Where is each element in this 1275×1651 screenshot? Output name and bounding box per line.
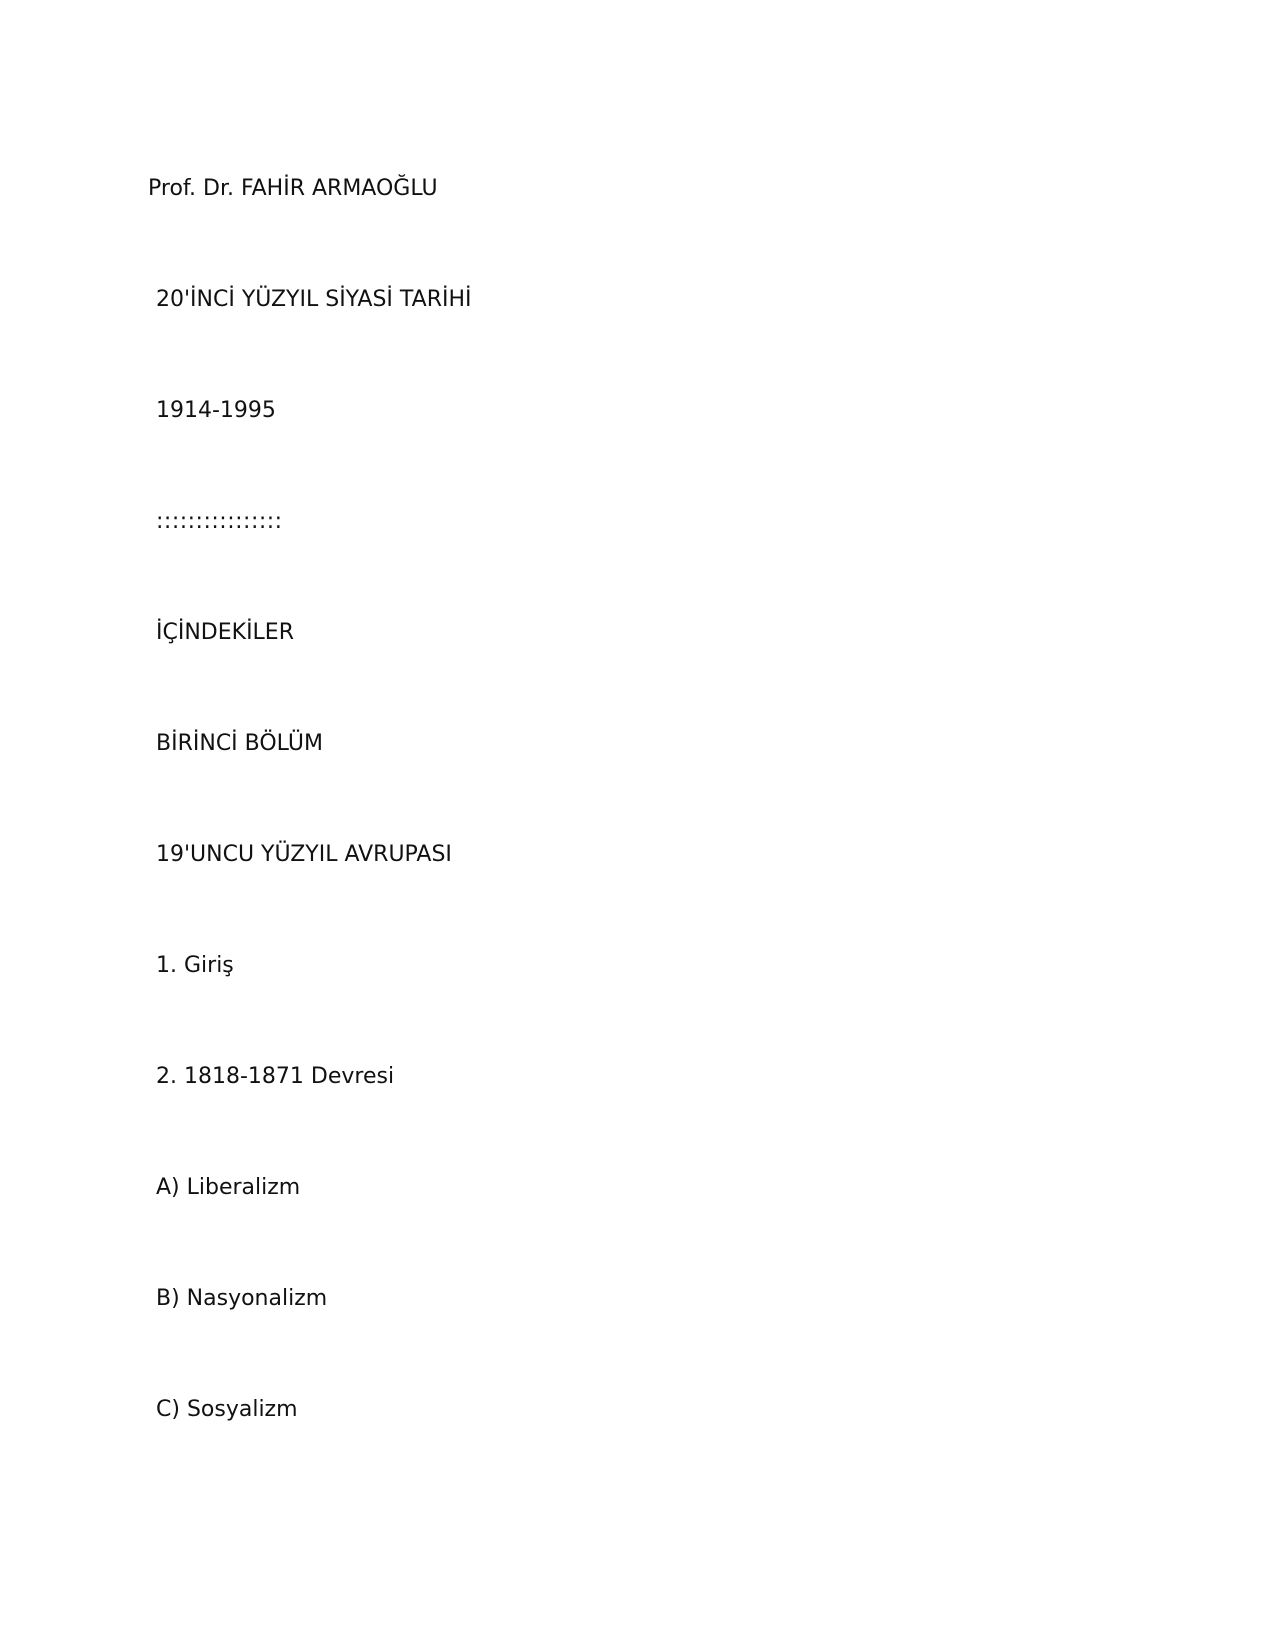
separator-line: ::::::::::::::::	[156, 509, 283, 534]
toc-entry: 2. 1818-1871 Devresi	[156, 1064, 395, 1089]
toc-heading: İÇİNDEKİLER	[156, 620, 294, 645]
book-title: 20'İNCİ YÜZYIL SİYASİ TARİHİ	[156, 287, 472, 312]
toc-entry: B) Nasyonalizm	[156, 1286, 328, 1311]
author-name: Prof. Dr. FAHİR ARMAOĞLU	[148, 176, 438, 201]
part-title: 19'UNCU YÜZYIL AVRUPASI	[156, 842, 452, 867]
year-range: 1914-1995	[156, 398, 276, 423]
toc-entry: A) Liberalizm	[156, 1175, 301, 1200]
toc-entry: C) Sosyalizm	[156, 1397, 298, 1422]
toc-entry: 1. Giriş	[156, 953, 234, 978]
part-label: BİRİNCİ BÖLÜM	[156, 731, 323, 756]
